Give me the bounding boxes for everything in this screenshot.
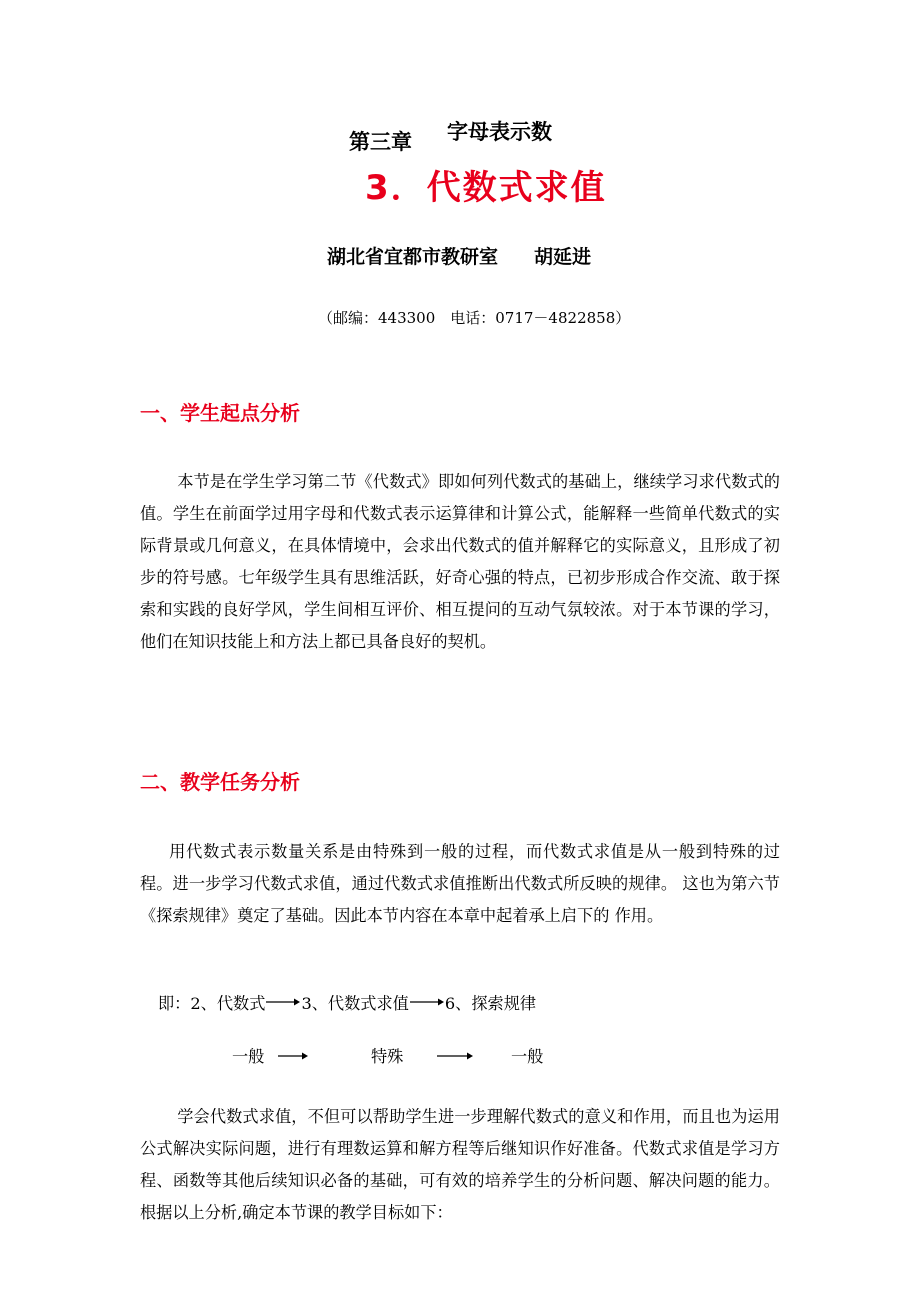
right-arrow-icon <box>409 992 445 1011</box>
flow-step-1: 2、代数式 <box>190 994 266 1013</box>
paragraph: 用代数式表示数量关系是由特殊到一般的过程，而代数式求值是从一般到特殊的过程。进一步学习代数式求值，通过代数式求值推断出代数式所反映的规律。 这也为第六节《探索规律》奠定了基础。因此本节内容在本章中起着承上启下的 作用。 <box>140 842 780 925</box>
flow-prefix: 即： <box>158 994 191 1013</box>
author-line <box>327 242 591 269</box>
section-1-body <box>140 466 780 658</box>
paragraph: 学会代数式求值，不但可以帮助学生进一步理解代数式的意义和作用，而且也为运用公式解决实际问题，进行有理数运算和解方程等后继知识作好准备。代数式求值是学习方程、函数等其他后续知识必备的基础，可有效的培养学生的分析问题、解决问题的能力。根据以上分析,确定本节课的教学目标如下： <box>140 1107 780 1222</box>
author-org: 湖北省宜都市教研室 <box>327 246 499 268</box>
lesson-title: 3．代数式求值 <box>365 168 607 208</box>
contact-info: （邮编：443300 电话：0717－4822858） <box>318 309 631 327</box>
right-arrow-icon <box>437 1046 473 1065</box>
right-arrow-icon <box>278 1046 308 1065</box>
flow-general-1: 一般 <box>232 1047 265 1066</box>
flow-general-2: 一般 <box>511 1047 544 1066</box>
section-2-body <box>140 836 780 932</box>
section-heading-2: 二、教学任务分析 <box>140 770 300 794</box>
chapter-title: 字母表示数 <box>447 120 552 144</box>
flow-step-3: 6、探索规律 <box>444 994 537 1013</box>
right-arrow-icon <box>265 992 301 1011</box>
section-heading-1: 一、学生起点分析 <box>140 401 300 425</box>
paragraph: 本节是在学生学习第二节《代数式》即如何列代数式的基础上，继续学习求代数式的值。学生在前面学过用字母和代数式表示运算律和计算公式，能解释一些简单代数式的实际背景或几何意义，在具体情境中，会求出代数式的值并解释它的实际意义，且形成了初步的符号感。七年级学生具有思维活跃，好奇心强的特点，已初步形成合作交流、敢于探索和实践的良好学风，学生间相互评价、相互提问的互动气氛较浓。对于本节课的学习，他们在知识技能上和方法上都已具备良好的契机。 <box>140 472 780 651</box>
section-2-closing <box>140 1101 780 1229</box>
flow-specific: 特殊 <box>371 1047 404 1066</box>
flow-step-2: 3、代数式求值 <box>301 994 409 1013</box>
chapter-label: 第三章 <box>349 130 412 154</box>
author-name: 胡延进 <box>534 246 592 268</box>
flow-line-1 <box>158 990 536 1014</box>
